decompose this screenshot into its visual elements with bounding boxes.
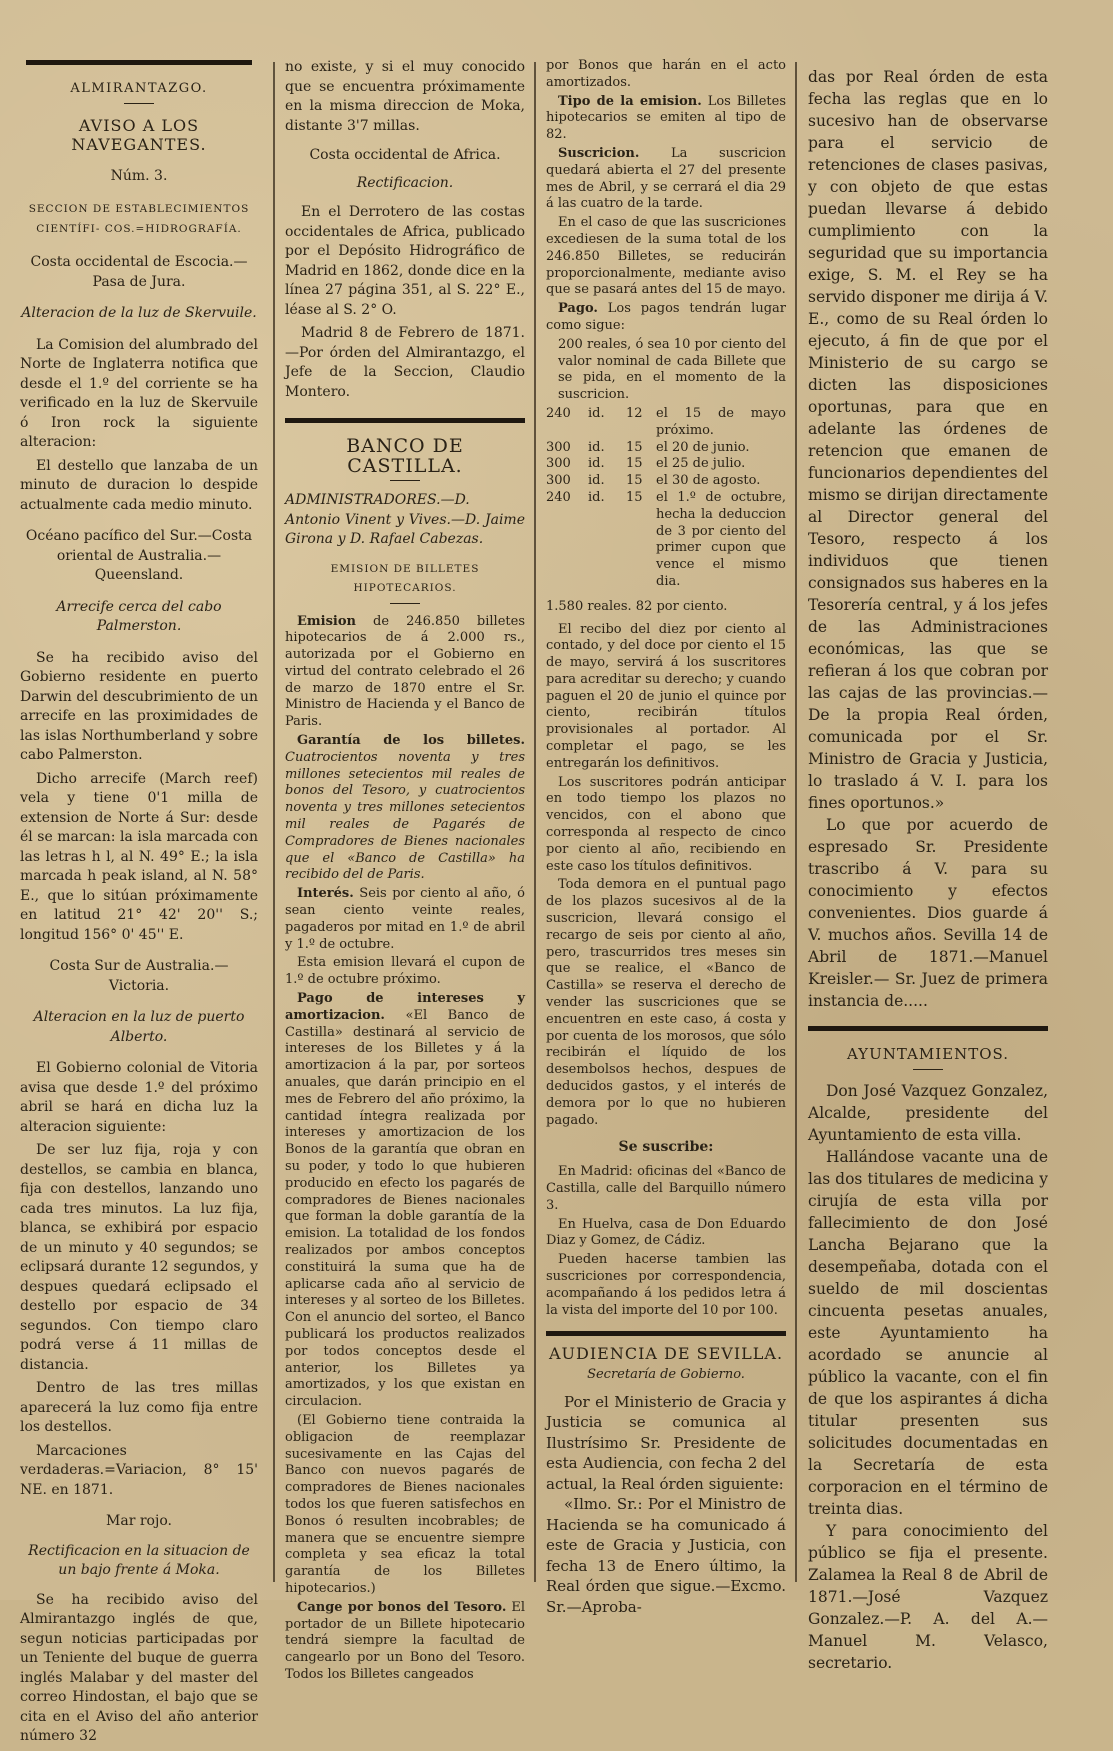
column-rule xyxy=(795,62,797,1582)
paragraph xyxy=(285,1600,525,1684)
paragraph: El recibo del diez por ciento al contado, y del doce por ciento el 15 de mayo, servirá á los suscritores para acreditar su derecho; y cuando paguen el 20 de junio el quince por ciento, recibirán títulos provisionales al portador. Al completar el pago, se les entregarán los definitivos. xyxy=(546,621,786,771)
column-rule xyxy=(534,62,536,1582)
region-heading: Mar rojo. xyxy=(106,1513,172,1529)
paragraph: (El Gobierno tiene contraida la obligacion de reemplazar sucesivamente en las Cajas del Banco con nuevos pagarés de compradores de Bienes nacionales todos los que fueren satisfechos en Bonos ó resulten incobrables; de manera que se encuentre siempre completa y sea eficaz la total garantía de los Billetes hipotecarios.) xyxy=(285,1412,525,1596)
region-heading: Costa Sur de Australia.—Victoria. xyxy=(49,958,229,994)
payment-total: 1.580 reales. 82 por ciento. xyxy=(546,598,728,614)
payment-cell: id. xyxy=(588,473,605,489)
audiencia-body xyxy=(546,1392,786,1618)
column-1 xyxy=(20,58,258,1751)
subheading: Rectificacion en la situacion de un bajo frente á Moka. xyxy=(28,1542,250,1578)
term-text: El portador de un Billete hipotecario tendrá siempre la facultad de cangearlo por un Bono del Tesoro. Todos los Billetes cangeados xyxy=(285,1599,525,1682)
payment-cell: 15 xyxy=(626,456,643,472)
subheading: Alteracion en la luz de puerto Alberto. xyxy=(33,1009,245,1045)
paragraph: Lo que por acuerdo de espresado Sr. Presidente trascribo á V. para su conocimiento y efectos convenientes. Dios guarde á V. muchos años. Sevilla 14 de Abril de 1871.—Manuel Kreisler.— Sr. Juez de primera instancia de..... xyxy=(808,816,1048,1010)
paragraph: Se ha recibido aviso del Almirantazgo inglés de que, segun noticias participadas por un Teniente del buque de guerra inglés Malabar y del master del correo Hindostan, el bajo que se cita en el Aviso del año anterior número 32 xyxy=(20,1591,258,1744)
paragraph: Se ha recibido aviso del Gobierno residente en puerto Darwin del descubrimiento de un arrecife en las proximidades de las islas Northumberland y sobre cabo Palmerston. xyxy=(20,649,258,763)
subheading: Rectificacion. xyxy=(356,174,454,191)
payment-cell: 15 xyxy=(626,489,643,505)
term-label: Suscricion. xyxy=(558,145,640,161)
paragraph xyxy=(546,146,786,213)
section-heading: ALMIRANTAZGO. xyxy=(70,81,208,96)
paragraph xyxy=(285,991,525,1411)
ayuntamientos-title: AYUNTAMIENTOS. xyxy=(846,1045,1010,1063)
section-rule xyxy=(546,1331,786,1336)
paragraph: En Huelva, casa de Don Eduardo Diaz y Gomez, de Cádiz. xyxy=(546,1216,786,1249)
divider xyxy=(390,603,420,604)
payment-cell: 15 xyxy=(626,439,643,455)
top-rule xyxy=(26,60,252,65)
paragraph: das por Real órden de esta fecha las reglas que en lo sucesivo han de observarse para el servicio de retenciones de clases pasivas, y con objeto de que estas puedan llevarse á debido cumplimiento con la seguridad que su importancia exige, S. M. el Rey se ha servido disponer me dirija á V. E., como de su Real órden lo ejecuto, á fin de que por el Ministerio de su cargo se dicten las disposiciones oportunas, para que en adelante las órdenes de retencion que emanen de funcionarios dependientes del mismo se dirijan directamente al Director general del Tesoro, respecto á los individuos que tienen consignados sus haberes en la Tesorería central, y á los jefes de las Administraciones económicas, las que se refieran á los que cobran por las cajas de las provincias.— De la propia Real órden, comunicada por el Sr. Ministro de Gracia y Justicia, lo traslado á V. I. para los fines oportunos.» xyxy=(808,68,1048,812)
paragraph: Hallándose vacante una de las dos titulares de medicina y cirujía de esta villa por fallecimiento de don José Lancha Bejarano que la desempeñaba, dotada con el sueldo de mil doscientas cincuenta pesetas anuales, este Ayuntamiento ha acordado se anuncie al público la vacante, con el fin de que los aspirantes á dicha titular presenten sus solicitudes documentadas en la Secretaría de esta corporacion en el término de treinta dias. xyxy=(808,1148,1048,1518)
term-label: Pago. xyxy=(558,301,598,317)
paragraph: El Gobierno colonial de Vitoria avisa que desde 1.º del próximo abril se hará en dicha luz la alteracion siguiente: xyxy=(20,1060,258,1135)
notice-number: Núm. 3. xyxy=(110,167,168,184)
payment-cell: id. xyxy=(588,489,605,505)
payment-cell: el 20 de junio. xyxy=(656,439,750,455)
region-heading: Océano pacífico del Sur.—Costa oriental de Australia.—Queensland. xyxy=(25,528,253,583)
subheading: Alteracion de la luz de Skervuile. xyxy=(21,305,257,321)
paragraph: Y para conocimiento del público se fija el presente. Zalamea la Real 8 de Abril de 1871.—José Vazquez Gonzalez.—P. A. del A.—Manuel M. Velasco, secretario. xyxy=(808,1522,1048,1672)
paragraph: En Madrid: oficinas del «Banco de Castilla, calle del Barquillo número 3. xyxy=(546,1164,786,1213)
payment-cell: el 15 de mayo próximo. xyxy=(656,405,786,438)
paragraph: De ser luz fija, roja y con destellos, se cambia en blanca, fija con destellos, lanzando uno cada tres minutos. La luz fija, blanca, se exhibirá por espacio de un minuto y 40 segundos; se eclipsará durante 12 segundos, y despues quedará eclipsado el destello por espacio de 34 segundos. Con tiempo claro podrá verse á 11 millas de distancia. xyxy=(20,1142,258,1373)
paragraph: Dentro de las tres millas aparecerá la luz como fija entre los destellos. xyxy=(20,1380,258,1435)
column-3 xyxy=(546,58,786,1617)
payment-first: 200 reales, ó sea 10 por ciento del valor nominal de cada Billete que se pida, en el momento de la suscricion. xyxy=(558,336,786,403)
section-rule xyxy=(285,418,525,423)
paragraph: El destello que lanzaba de un minuto de duracion lo despide actualmente cada medio minuto. xyxy=(20,457,258,513)
term-text: Cuatrocientos noventa y tres millones setecientos mil reales de bonos del Tesoro, y cuatrocientos noventa y tres millones setecientos mil reales de Pagarés de Compradores de Bienes nacionales que el «Banco de Castilla» ha recibido del de Paris. xyxy=(285,749,525,883)
emission-heading: EMISION DE BILLETES HIPOTECARIOS. xyxy=(330,562,480,594)
signature: Madrid 8 de Febrero de 1871. —Por órden del Almirantazgo, el Jefe de la Seccion, Claudio Montero. xyxy=(285,325,525,400)
paragraph: Don José Vazquez Gonzalez, Alcalde, presidente del Ayuntamiento de esta villa. xyxy=(808,1082,1048,1144)
paragraph: Pueden hacerse tambien las suscriciones por correspondencia, acompañando á los pedidos letra á la vista del importe del 10 por 100. xyxy=(546,1252,786,1318)
paragraph: «Ilmo. Sr.: Por el Ministro de Hacienda se ha comunicado á este de Gracia y Justicia, con fecha 13 de Enero último, la Real órden que sigue.—Excmo. Sr.—Aproba- xyxy=(546,1495,786,1616)
administrators: ADMINISTRADORES.—D. Antonio Vinent y Vives.—D. Jaime Girona y D. Rafael Cabezas. xyxy=(285,492,525,547)
payment-cell: 240 xyxy=(546,405,571,421)
payment-cell: el 30 de agosto. xyxy=(656,473,761,489)
paragraph: Marcaciones verdaderas.=Variacion, 8° 15' NE. en 1871. xyxy=(20,1442,258,1498)
term-text: La suscricion quedará abierta el 27 del presente mes de Abril, y se cerrará el dia 29 á las cuatro de la tarde. xyxy=(546,145,786,212)
paragraph: La Comision del alumbrado del Norte de Inglaterra notifica que desde el 1.º del corriente se ha verificado en la luz de Skervuile ó Iron rock la siguiente alteracion: xyxy=(20,336,258,450)
term-label: Tipo de la emision. xyxy=(558,93,702,109)
paragraph: En el Derrotero de las costas occidentales de Africa, publicado por el Depósito Hidrográfico de Madrid en 1862, donde dice en la línea 27 página 351, al S. 22° E., léase al S. 2° O. xyxy=(285,204,525,318)
payment-cell: 12 xyxy=(626,405,643,421)
subheading: Arrecife cerca del cabo Palmerston. xyxy=(56,598,222,634)
term-text: de 246.850 billetes hipotecarios de á 2.000 rs., autorizada por el Gobierno en virtud del contrato celebrado el 26 de marzo de 1870 entre el Sr. Ministro de Hacienda y el Banco de Paris. xyxy=(285,613,525,730)
audiencia-title: AUDIENCIA DE SEVILLA. xyxy=(548,1344,784,1364)
term-label: Interés. xyxy=(297,886,354,902)
payment-cell: 15 xyxy=(626,473,643,489)
region-heading: Costa occidental de Africa. xyxy=(309,147,501,163)
bank-title: BANCO DE CASTILLA. xyxy=(346,435,464,477)
term-text: Los pagos tendrán lugar como sigue: xyxy=(546,301,786,333)
paragraph: no existe, y si el muy conocido que se encuentra próximamente en la misma direccion de Moka, distante 3'7 millas. xyxy=(285,59,525,134)
paragraph xyxy=(546,301,786,335)
payment-table xyxy=(546,406,786,591)
term-label: Emision xyxy=(297,613,356,629)
subscribe-heading: Se suscribe: xyxy=(618,1139,714,1156)
paragraph xyxy=(285,733,525,884)
paragraph xyxy=(285,614,525,732)
bank-terms xyxy=(285,614,525,1684)
divider xyxy=(913,1069,943,1070)
paragraph: Por el Ministerio de Gracia y Justicia se comunica al Ilustrísimo Sr. Presidente de esta Audiencia, con fecha 2 del actual, la Real órden siguiente: xyxy=(546,1392,786,1493)
paragraph: Toda demora en el puntual pago de los plazos sucesivos al de la suscricion, llevará consigo el recargo de seis por ciento al año, pero, trascurridos tres meses sin que se realice, el «Banco de Castilla» se reserva el derecho de vender las suscriciones que se encuentren en este caso, á costa y por cuenta de los morosos, que sólo recibirán el líquido de los desembolsos hechos, despues de deducidos gastos, y el interés de demora por lo que no hubieren pagado. xyxy=(546,877,786,1128)
section-rule xyxy=(808,1026,1048,1031)
payment-cell: el 25 de julio. xyxy=(656,456,746,472)
paragraph xyxy=(546,94,786,144)
payment-cell: 300 xyxy=(546,439,571,455)
divider xyxy=(390,480,420,481)
payment-cell: id. xyxy=(588,405,605,421)
paragraph: Los suscritores podrán anticipar en todo tiempo los plazos no vencidos, con el abono que corresponda al respecto de cinco por ciento al año, recibiendo en este caso los títulos definitivos. xyxy=(546,774,786,874)
term-label: Pago de intereses y amortizacion. xyxy=(285,991,525,1023)
payment-cell: 300 xyxy=(546,473,571,489)
column-2 xyxy=(285,58,525,1686)
term-text: «El Banco de Castilla» destinará al servicio de intereses de los Billetes y á la amortizacion á la par, por sorteos anuales, que darán principio en el mes de Febrero del año próximo, la cantidad íntegra realizada por intereses y amortizacion de los Bonos de la garantía que obran en su poder, y todo lo que hubieren producido en efecto los pagarés de compradores de Bienes nacionales que forman la doble garantía de la emision. La totalidad de los fondos realizados por ambos conceptos constituirá la suma que ha de aplicarse cada año al servicio de intereses y al sorteo de los Billetes. Con el anuncio del sorteo, el Banco publicará los productos realizados por todos conceptos desde el anterior, los Billetes ya amortizados, y los que existan en circulacion. xyxy=(285,1007,525,1410)
payment-cell: el 1.º de octubre, hecha la deduccion de 3 por ciento del primer cupon que vence el mismo dia. xyxy=(656,489,786,589)
payment-cell: id. xyxy=(588,439,605,455)
payment-cell: id. xyxy=(588,456,605,472)
column-rule xyxy=(273,62,275,1582)
term-label: Cange por bonos del Tesoro. xyxy=(297,1599,507,1615)
office-heading: SECCION DE ESTABLECIMIENTOS CIENTÍFI- COS.=HIDROGRAFÍA. xyxy=(28,203,250,235)
payment-cell: 240 xyxy=(546,489,571,505)
column-4 xyxy=(808,66,1048,1674)
divider xyxy=(124,103,154,104)
paragraph: Esta emision llevará el cupon de 1.º de octubre próximo. xyxy=(285,955,525,988)
paragraph: por Bonos que harán en el acto amortizados. xyxy=(546,58,786,90)
term-text: Los Billetes hipotecarios se emiten al tipo de 82. xyxy=(546,93,787,143)
paragraph: En el caso de que las suscriciones excediesen de la suma total de los 246.850 Billetes, se reducirán proporcionalmente, mediante aviso que se pasará antes del 15 de mayo. xyxy=(546,215,786,298)
paragraph: Dicho arrecife (March reef) vela y tiene 0'1 milla de extension de Norte á Sur: desde él se marcan: la isla marcada con las letras h l, al N. 49° E.; la isla marcada h peak island, al N. 58° E., que lo sitúan próximamente en latitud 21° 42' 20'' S.; longitud 156° 0' 45'' E. xyxy=(20,770,258,943)
notice-title: AVISO A LOS NAVEGANTES. xyxy=(71,115,207,154)
paragraph xyxy=(285,886,525,953)
term-text: Seis por ciento al año, ó sean ciento veinte reales, pagaderos por mitad en 1.º de abril y 1.º de octubre. xyxy=(285,886,525,952)
region-heading: Costa occidental de Escocia.—Pasa de Jura. xyxy=(30,254,248,290)
payment-cell: 300 xyxy=(546,456,571,472)
term-label: Garantía de los billetes. xyxy=(297,733,525,749)
subheading: Secretaría de Gobierno. xyxy=(587,1367,745,1383)
